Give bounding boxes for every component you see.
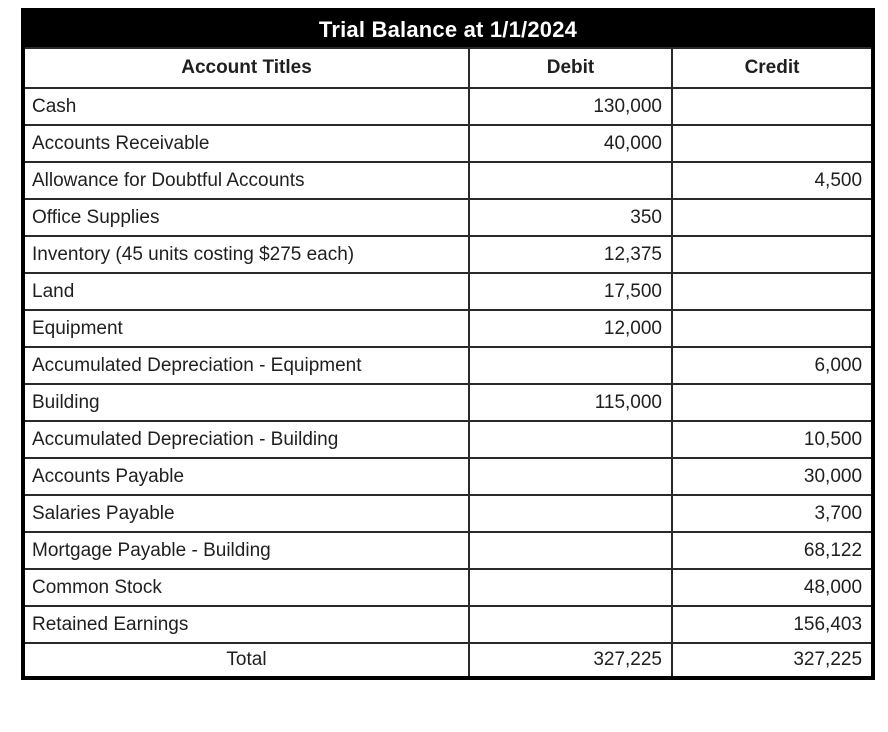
credit-cell bbox=[672, 273, 873, 310]
table-row bbox=[23, 421, 873, 458]
credit-cell: 68,122 bbox=[672, 532, 873, 569]
table-row bbox=[23, 236, 873, 273]
table-row bbox=[23, 532, 873, 569]
credit-cell: 30,000 bbox=[672, 458, 873, 495]
debit-cell bbox=[469, 495, 672, 532]
table-row bbox=[23, 88, 873, 125]
account-title-cell: Equipment bbox=[23, 310, 469, 347]
account-title-cell: Accumulated Depreciation - Building bbox=[23, 421, 469, 458]
account-title-cell: Common Stock bbox=[23, 569, 469, 606]
total-debit-cell: 327,225 bbox=[469, 643, 672, 678]
debit-cell bbox=[469, 162, 672, 199]
credit-cell: 156,403 bbox=[672, 606, 873, 643]
credit-cell: 48,000 bbox=[672, 569, 873, 606]
debit-cell: 17,500 bbox=[469, 273, 672, 310]
debit-cell: 130,000 bbox=[469, 88, 672, 125]
table-row bbox=[23, 458, 873, 495]
account-title-cell: Office Supplies bbox=[23, 199, 469, 236]
account-title-cell: Accumulated Depreciation - Equipment bbox=[23, 347, 469, 384]
debit-cell bbox=[469, 421, 672, 458]
column-header-debit: Debit bbox=[469, 48, 672, 88]
column-header-row bbox=[23, 48, 873, 88]
account-title-cell: Accounts Receivable bbox=[23, 125, 469, 162]
trial-balance-table bbox=[21, 8, 875, 680]
debit-cell: 12,000 bbox=[469, 310, 672, 347]
credit-cell: 10,500 bbox=[672, 421, 873, 458]
debit-cell bbox=[469, 606, 672, 643]
table-row bbox=[23, 384, 873, 421]
table-row bbox=[23, 162, 873, 199]
column-header-credit: Credit bbox=[672, 48, 873, 88]
table-row bbox=[23, 273, 873, 310]
debit-cell: 40,000 bbox=[469, 125, 672, 162]
account-title-cell: Cash bbox=[23, 88, 469, 125]
column-header-account-titles: Account Titles bbox=[23, 48, 469, 88]
title-row bbox=[23, 10, 873, 48]
debit-cell bbox=[469, 347, 672, 384]
table-row bbox=[23, 310, 873, 347]
account-title-cell: Building bbox=[23, 384, 469, 421]
credit-cell: 3,700 bbox=[672, 495, 873, 532]
debit-cell: 115,000 bbox=[469, 384, 672, 421]
table-row bbox=[23, 125, 873, 162]
table-row bbox=[23, 199, 873, 236]
account-title-cell: Land bbox=[23, 273, 469, 310]
total-credit-cell: 327,225 bbox=[672, 643, 873, 678]
total-label-cell: Total bbox=[23, 643, 469, 678]
debit-cell bbox=[469, 532, 672, 569]
debit-cell bbox=[469, 458, 672, 495]
debit-cell: 12,375 bbox=[469, 236, 672, 273]
table-row bbox=[23, 606, 873, 643]
account-title-cell: Accounts Payable bbox=[23, 458, 469, 495]
total-row bbox=[23, 643, 873, 678]
account-title-cell: Inventory (45 units costing $275 each) bbox=[23, 236, 469, 273]
credit-cell bbox=[672, 199, 873, 236]
credit-cell bbox=[672, 125, 873, 162]
credit-cell bbox=[672, 88, 873, 125]
table-title: Trial Balance at 1/1/2024 bbox=[23, 10, 873, 48]
debit-cell: 350 bbox=[469, 199, 672, 236]
table-row bbox=[23, 347, 873, 384]
credit-cell: 4,500 bbox=[672, 162, 873, 199]
debit-cell bbox=[469, 569, 672, 606]
account-title-cell: Mortgage Payable - Building bbox=[23, 532, 469, 569]
account-title-cell: Allowance for Doubtful Accounts bbox=[23, 162, 469, 199]
account-title-cell: Salaries Payable bbox=[23, 495, 469, 532]
credit-cell bbox=[672, 310, 873, 347]
credit-cell bbox=[672, 236, 873, 273]
table-row bbox=[23, 495, 873, 532]
credit-cell: 6,000 bbox=[672, 347, 873, 384]
credit-cell bbox=[672, 384, 873, 421]
table-row bbox=[23, 569, 873, 606]
account-title-cell: Retained Earnings bbox=[23, 606, 469, 643]
